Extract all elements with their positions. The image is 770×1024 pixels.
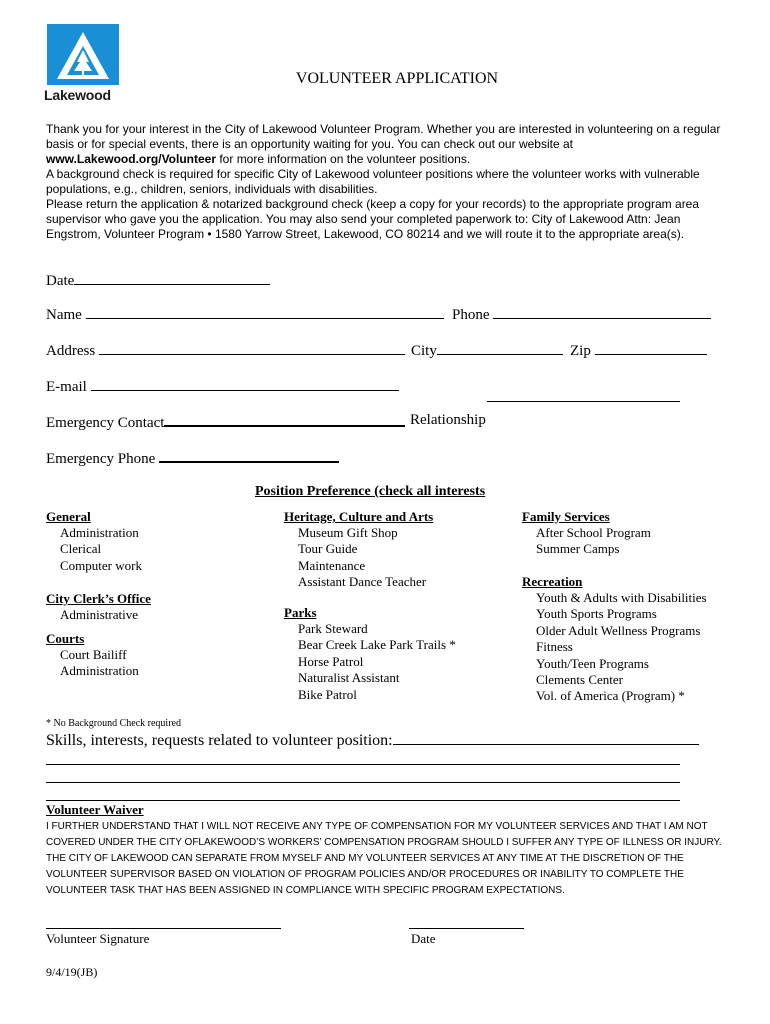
column-general — [46, 509, 142, 574]
category-family-services: Family Services — [522, 509, 610, 524]
emergency-contact-line[interactable] — [164, 412, 405, 427]
extra-line — [487, 401, 680, 402]
skills-line-3[interactable] — [46, 782, 680, 783]
category-heritage: Heritage, Culture and Arts — [284, 509, 434, 524]
list-item[interactable]: Maintenance — [298, 557, 366, 573]
list-item[interactable]: Administration — [60, 663, 139, 679]
list-item[interactable]: Fitness — [536, 639, 573, 655]
emergency-phone-field[interactable] — [46, 448, 339, 468]
list-item[interactable]: Bike Patrol — [298, 686, 357, 702]
address-field[interactable] — [46, 341, 405, 360]
list-item[interactable]: Youth Sports Programs — [536, 606, 657, 622]
intro-p1-before: Thank you for your interest in the City of Lakewood Volunteer Program. Whether you are interested in volunteering on a regular basis or for special events, there is an opportunity waiting for you. You can check out our website at — [46, 122, 721, 151]
column-city-clerk — [46, 591, 151, 623]
page-title: VOLUNTEER APPLICATION — [295, 70, 499, 87]
column-courts — [46, 631, 139, 680]
email-field[interactable] — [46, 377, 399, 396]
name-label: Name — [46, 307, 82, 323]
zip-line[interactable] — [595, 341, 707, 355]
list-item[interactable]: Youth/Teen Programs — [536, 655, 649, 671]
list-item[interactable]: Museum Gift Shop — [298, 525, 398, 540]
column-heritage — [284, 509, 433, 591]
volunteer-signature-label: Volunteer Signature — [46, 931, 150, 946]
footnote: * No Background Check required — [46, 718, 181, 729]
phone-field[interactable] — [452, 305, 711, 324]
list-item[interactable]: After School Program — [536, 525, 651, 540]
category-general: General — [46, 509, 91, 524]
intro-p1-after: for more information on the volunteer positions. — [216, 152, 471, 166]
zip-field[interactable] — [570, 341, 707, 360]
date-line[interactable] — [74, 271, 270, 285]
skills-label: Skills, interests, requests related to volunteer position: — [46, 732, 393, 749]
column-recreation — [522, 574, 707, 705]
date-field[interactable] — [46, 271, 270, 290]
list-item[interactable]: Older Adult Wellness Programs — [536, 622, 701, 638]
waiver-heading: Volunteer Waiver — [46, 802, 144, 817]
signature-date-line[interactable] — [409, 928, 524, 929]
list-item[interactable]: Vol. of America (Program) * — [536, 688, 685, 704]
address-line[interactable] — [99, 341, 405, 355]
list-item[interactable]: Administrative — [60, 607, 138, 622]
city-line[interactable] — [437, 341, 563, 355]
email-line[interactable] — [91, 377, 399, 391]
list-item[interactable]: Naturalist Assistant — [298, 670, 400, 686]
skills-line-2[interactable] — [46, 764, 680, 765]
logo-wordmark: Lakewood — [44, 87, 111, 103]
signature-date-label: Date — [411, 931, 436, 946]
list-item[interactable]: Administration — [60, 525, 139, 540]
website-link[interactable]: www.Lakewood.org/Volunteer — [46, 152, 217, 166]
list-item[interactable]: Bear Creek Lake Park Trails * — [298, 637, 456, 653]
category-recreation: Recreation — [522, 574, 583, 589]
city-label: City — [411, 343, 437, 359]
skills-field[interactable] — [46, 731, 699, 750]
waiver-text: I FURTHER UNDERSTAND THAT I WILL NOT RECEIVE ANY TYPE OF COMPENSATION FOR MY VOLUNTEER SERVICES AND THAT I AM NOT COVERED UNDER THE CITY OFLAKEWOOD’S WORKERS’ COMPENSATION PROGRAM SHOULD I SUFFER ANY TYPE OF ILLNESS OR INJURY. THE CITY OF LAKEWOOD CAN SEPARATE FROM MYSELF AND MY VOLUNTEER SERVICES AT ANY TIME AT THE DISCRETION OF THE VOLUNTEER SUPERVISOR BASED ON VIOLATION OF PROGRAM POLICIES AND/OR PROCEDURES OR INABILITY TO COMPLETE THE VOLUNTEER TASK THAT HAS BEEN ASSIGNED IN COMPLIANCE WITH SPECIFIC PROGRAM EXPECTATIONS. — [46, 821, 722, 896]
email-label: E-mail — [46, 379, 87, 395]
emergency-phone-line[interactable] — [159, 448, 339, 463]
footer-code: 9/4/19(JB) — [46, 965, 98, 979]
list-item[interactable]: Summer Camps — [536, 541, 620, 557]
list-item[interactable]: Tour Guide — [298, 541, 358, 557]
emergency-phone-label: Emergency Phone — [46, 451, 156, 467]
position-preference-heading: Position Preference (check all interests — [255, 484, 486, 499]
skills-line-4[interactable] — [46, 800, 680, 801]
list-item[interactable]: Clements Center — [536, 672, 624, 688]
emergency-contact-field[interactable] — [46, 412, 405, 432]
category-city-clerk: City Clerk’s Office — [46, 591, 151, 606]
column-family-services — [522, 509, 651, 558]
phone-label: Phone — [452, 307, 490, 323]
column-parks — [284, 605, 456, 703]
list-item[interactable]: Computer work — [60, 557, 142, 573]
address-label: Address — [46, 343, 96, 359]
category-courts: Courts — [46, 631, 85, 646]
name-field[interactable] — [46, 305, 444, 324]
list-item[interactable]: Youth & Adults with Disabilities — [536, 590, 707, 605]
intro-p3: Please return the application & notarized background check (keep a copy for your records) to the appropriate program area supervisor who gave you the application. You may also send your completed paperwork to: City of Lakewood Attn: Jean Engstrom, Volunteer Program • 1580 Yarrow Street, Lakewood, CO 80214 and we will route it to the appropriate area(s). — [46, 197, 700, 241]
signature-line[interactable] — [46, 928, 281, 929]
city-field[interactable] — [411, 341, 563, 360]
list-item[interactable]: Assistant Dance Teacher — [298, 574, 427, 590]
list-item[interactable]: Clerical — [60, 541, 102, 557]
list-item[interactable]: Park Steward — [298, 621, 368, 636]
list-item[interactable]: Court Bailiff — [60, 647, 127, 662]
emergency-contact-label: Emergency Contact — [46, 415, 165, 431]
list-item[interactable]: Horse Patrol — [298, 653, 364, 669]
intro-text — [46, 122, 736, 242]
phone-line[interactable] — [493, 305, 711, 319]
relationship-label: Relationship — [410, 412, 486, 428]
date-label: Date — [46, 273, 75, 289]
skills-line[interactable] — [393, 731, 699, 745]
category-parks: Parks — [284, 605, 317, 620]
intro-p2: A background check is required for specific City of Lakewood volunteer positions where the volunteer works with vulnerable populations, e.g., children, seniors, individuals with disabilities. — [46, 167, 700, 196]
name-line[interactable] — [86, 305, 444, 319]
zip-label: Zip — [570, 343, 591, 359]
